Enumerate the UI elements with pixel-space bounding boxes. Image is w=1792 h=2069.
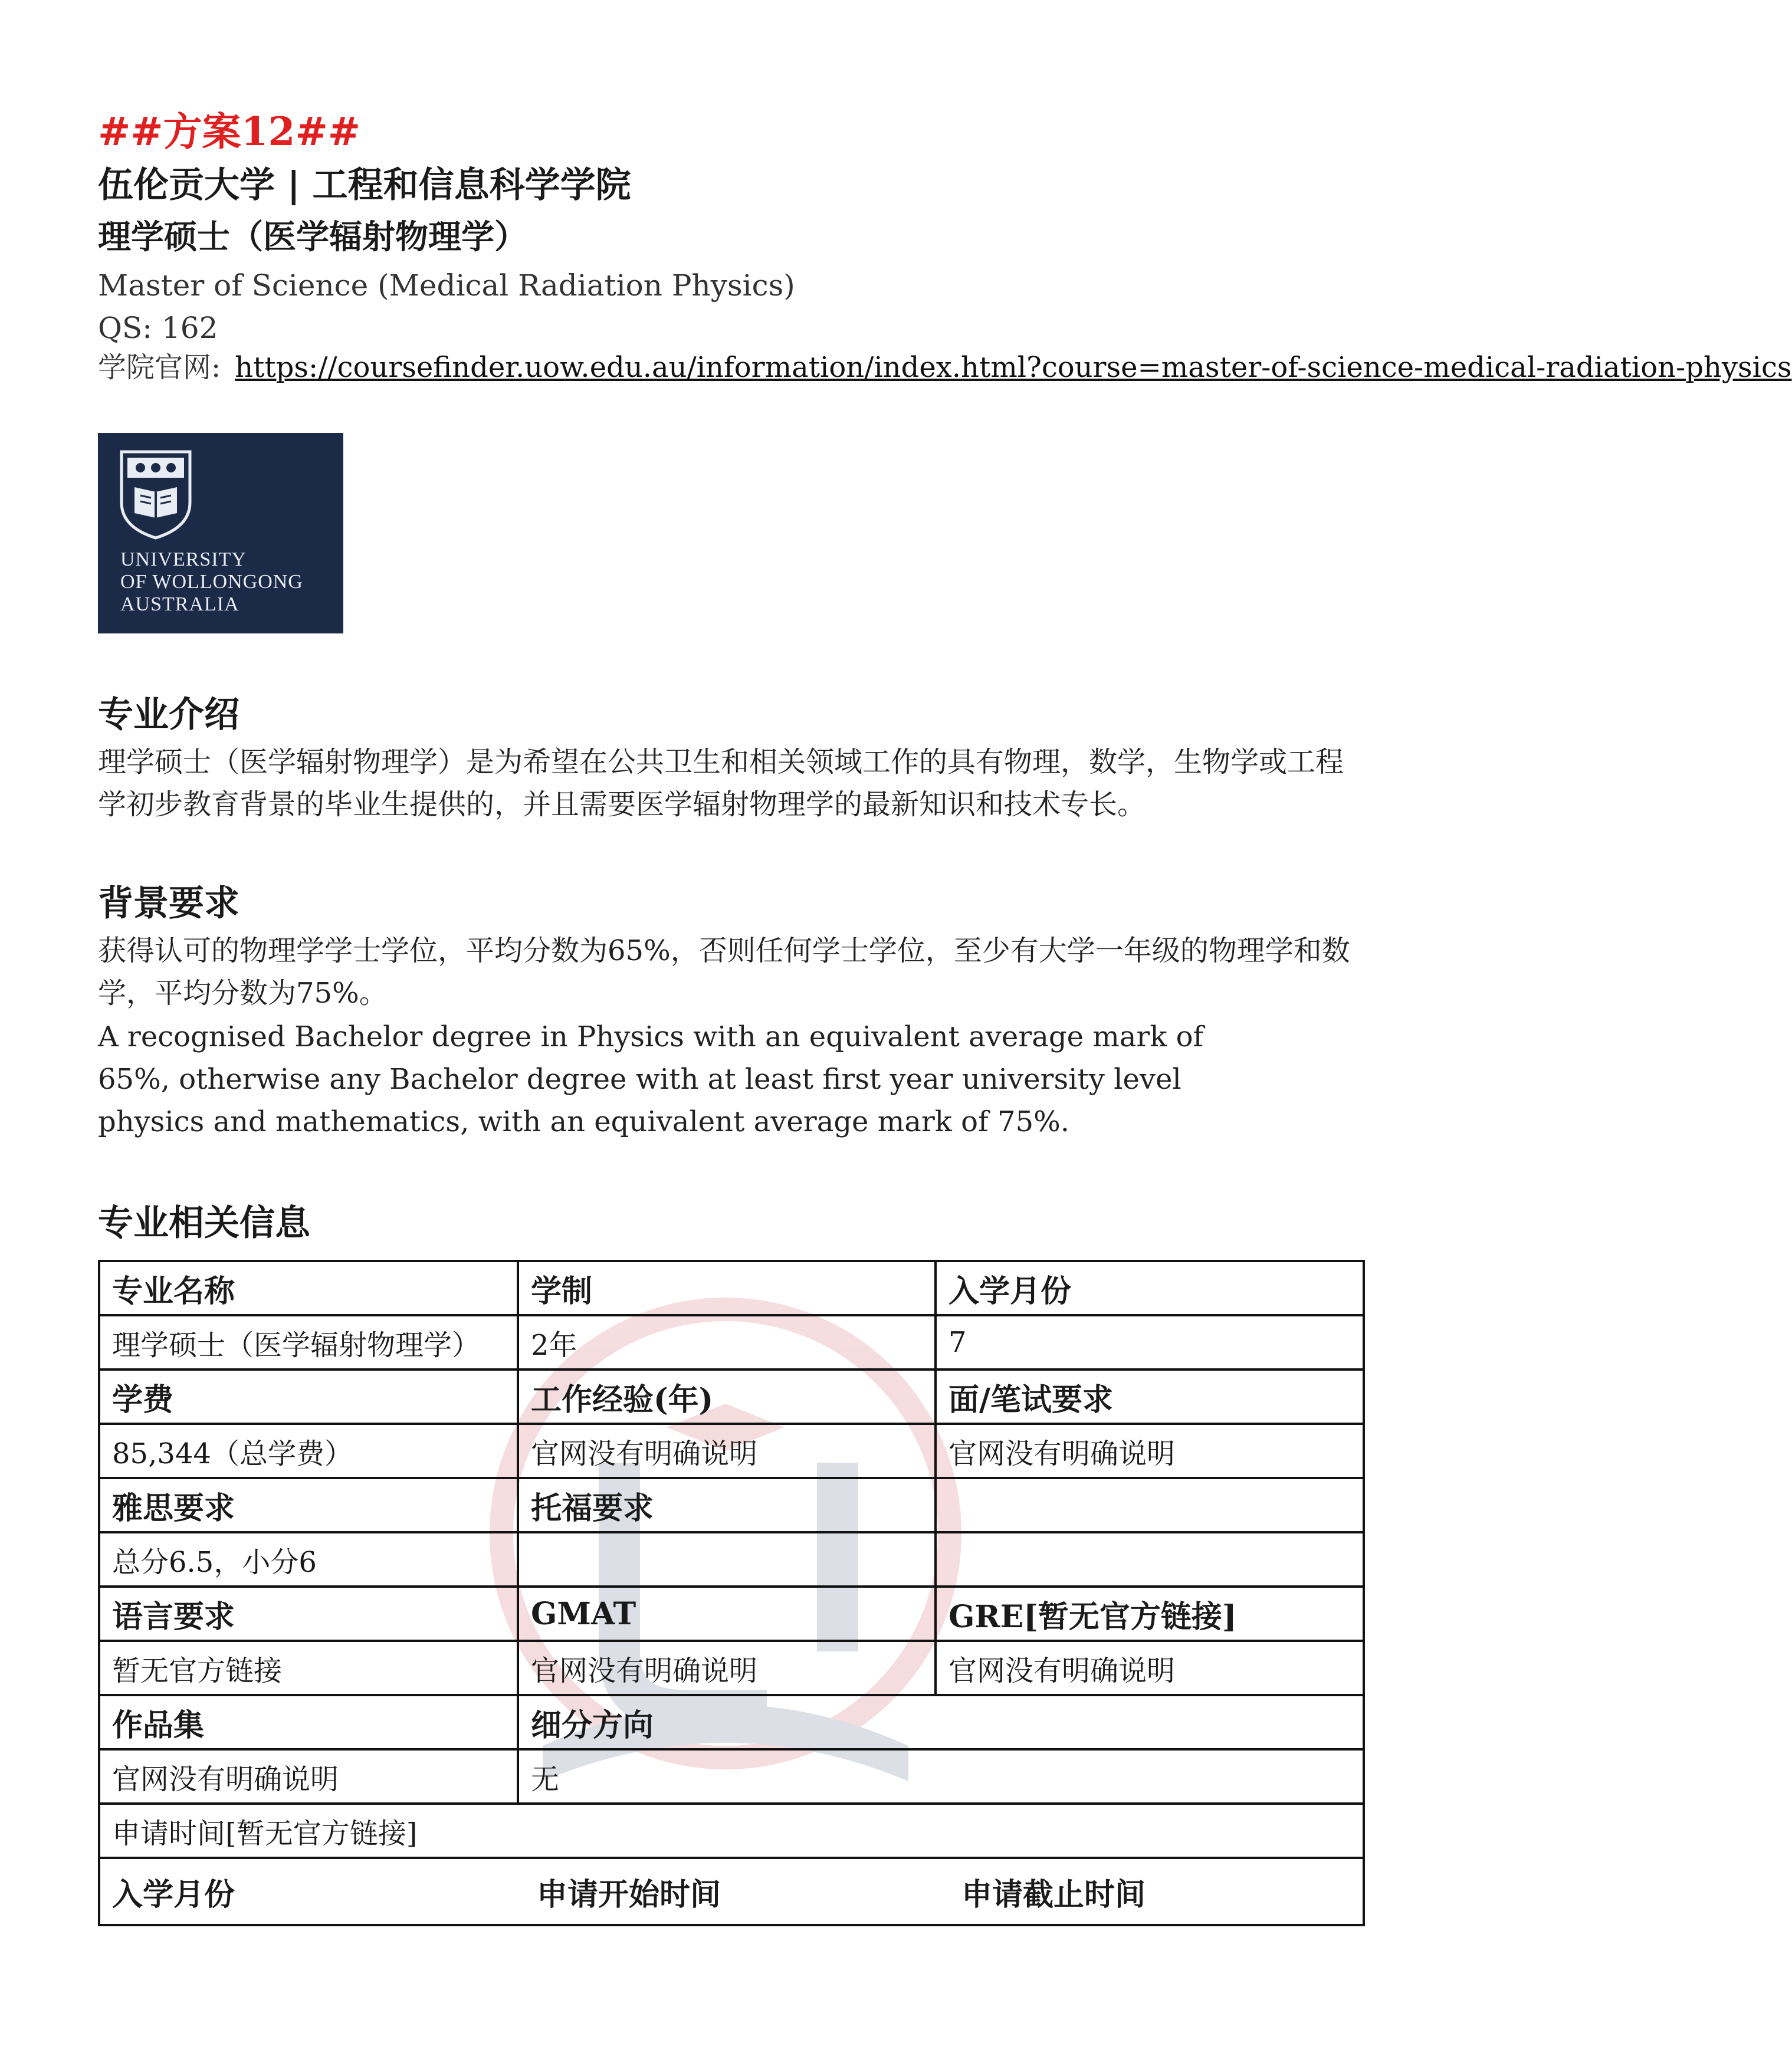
table-cell: 入学月份 [936, 1261, 1364, 1315]
degree-title-cn: 理学硕士（医学辐射物理学） [98, 218, 527, 257]
application-dates-header [112, 1870, 1351, 1914]
table-row [99, 1315, 1364, 1370]
background-heading: 背景要求 [98, 883, 239, 924]
intro-text: 理学硕士（医学辐射物理学）是为希望在公共卫生和相关领域工作的具有物理，数学，生物学或工程学初步教育背景的毕业生提供的，并且需要医学辐射物理学的最新知识和技术专长。 [98, 746, 1344, 821]
table-cell: 官网没有明确说明 [518, 1424, 936, 1478]
plan-title: ##方案12## [98, 109, 361, 155]
table-cell: 官网没有明确说明 [518, 1641, 936, 1695]
info-heading: 专业相关信息 [98, 1203, 310, 1244]
table-row [99, 1424, 1364, 1478]
table-cell: 申请时间[暂无官方链接] [99, 1804, 1364, 1858]
degree-title-en: Master of Science (Medical Radiation Physics) [98, 268, 795, 303]
table-row [99, 1695, 1364, 1749]
logo-line: OF WOLLONGONG [120, 571, 303, 593]
table-cell: 面/笔试要求 [936, 1370, 1364, 1424]
table-cell: 学费 [99, 1370, 518, 1424]
table-cell: 细分方向 [518, 1695, 1364, 1749]
table-header-cell: 申请截止时间 [961, 1876, 1146, 1913]
table-cell: 托福要求 [518, 1478, 936, 1532]
table-cell: 理学硕士（医学辐射物理学） [99, 1315, 518, 1370]
table-cell: 官网没有明确说明 [99, 1749, 518, 1804]
table-row [99, 1858, 1364, 1925]
logo-wordmark [120, 549, 303, 616]
table-cell: GRE[暂无官方链接] [936, 1587, 1364, 1641]
table-cell: 官网没有明确说明 [936, 1424, 1364, 1478]
logo-line: UNIVERSITY [120, 549, 247, 570]
logo-line: AUSTRALIA [120, 593, 239, 615]
table-cell: 85,344（总学费） [99, 1424, 518, 1478]
background-text-cn: 获得认可的物理学学士学位，平均分数为65%，否则任何学士学位，至少有大学一年级的物理学和数学，平均分数为75%。 [98, 934, 1350, 1010]
background-text-en: A recognised Bachelor degree in Physics with an equivalent average mark of 65%, otherwise any Bachelor degree with at least first year university level physics and mathematics, with an equivalent average mark of 75%. [98, 1020, 1204, 1138]
table-header-cell: 申请开始时间 [537, 1876, 721, 1913]
table-cell: 学制 [518, 1261, 936, 1315]
table-cell [936, 1532, 1364, 1587]
table-row [99, 1478, 1364, 1532]
table-header-cell: 入学月份 [112, 1876, 235, 1913]
table-row [99, 1749, 1364, 1804]
university-title: 伍伦贡大学 | 工程和信息科学学院 [98, 165, 631, 206]
table-row [99, 1532, 1364, 1587]
table-cell: GMAT [518, 1587, 936, 1641]
table-cell: 总分6.5，小分6 [99, 1532, 518, 1587]
table-row [99, 1641, 1364, 1695]
table-cell: 2年 [518, 1315, 936, 1370]
table-cell: 官网没有明确说明 [936, 1641, 1364, 1695]
table-cell: 暂无官方链接 [99, 1641, 518, 1695]
table-cell: 语言要求 [99, 1587, 518, 1641]
qs-ranking: QS: 162 [98, 311, 218, 345]
intro-heading: 专业介绍 [98, 694, 239, 735]
table-cell: 雅思要求 [99, 1478, 518, 1532]
website-link[interactable]: https://coursefinder.uow.edu.au/information/index.html?course=master-of-science-medical-radiation-physics [235, 351, 1792, 384]
table-cell [518, 1532, 936, 1587]
table-cell: 作品集 [99, 1695, 518, 1749]
table-row [99, 1587, 1364, 1641]
website-label: 学院官网: [98, 351, 221, 384]
website-line [98, 347, 1792, 388]
table-cell: 无 [518, 1749, 1364, 1804]
table-row [99, 1804, 1364, 1858]
table-cell: 7 [936, 1315, 1364, 1370]
table-row [99, 1261, 1364, 1315]
table-cell [99, 1858, 1364, 1925]
table-cell [936, 1478, 1364, 1532]
table-row [99, 1370, 1364, 1424]
table-cell: 工作经验(年) [518, 1370, 936, 1424]
table-cell: 专业名称 [99, 1261, 518, 1315]
university-logo [98, 433, 343, 633]
program-info-table [98, 1260, 1365, 1926]
